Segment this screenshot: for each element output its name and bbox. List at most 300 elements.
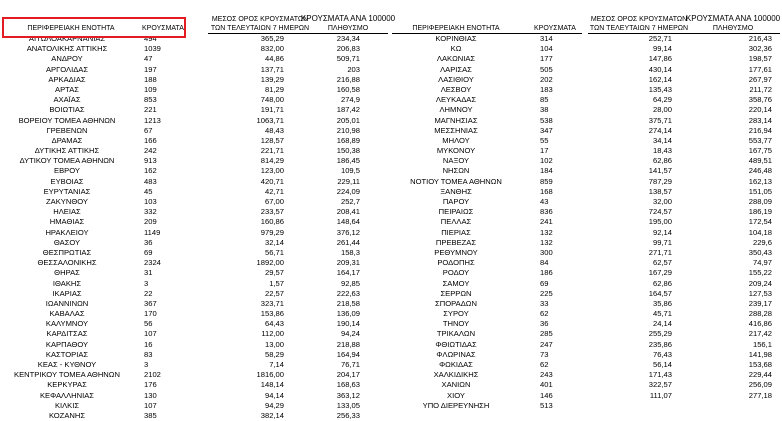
cases-value: 16 bbox=[144, 339, 153, 349]
region-name: ΑΡΚΑΔΙΑΣ bbox=[48, 74, 86, 84]
cases-value: 177 bbox=[540, 54, 553, 64]
right-table-header bbox=[392, 0, 782, 34]
cases-value: 162 bbox=[144, 166, 157, 176]
cases-value: 67 bbox=[144, 125, 153, 135]
table-row bbox=[0, 75, 390, 85]
avg-value: 787,29 bbox=[648, 176, 672, 186]
table-row bbox=[0, 268, 390, 278]
rate-value: 209,24 bbox=[748, 278, 772, 288]
table-row bbox=[392, 207, 782, 217]
region-name: ΛΑΚΩΝΙΑΣ bbox=[436, 54, 476, 64]
region-name: ΡΕΘΥΜΝΟΥ bbox=[434, 247, 478, 257]
rate-value: 350,43 bbox=[748, 247, 772, 257]
avg-value: 29,57 bbox=[264, 268, 284, 278]
rate-value: 261,44 bbox=[336, 237, 360, 247]
avg-value: 99,14 bbox=[652, 44, 672, 54]
rate-value: 234,34 bbox=[336, 34, 360, 43]
cases-value: 221 bbox=[144, 105, 157, 115]
rate-value: 205,01 bbox=[336, 115, 360, 125]
region-name: ΗΛΕΙΑΣ bbox=[53, 207, 81, 217]
rate-value: 489,51 bbox=[748, 156, 772, 166]
rate-value: 187,42 bbox=[336, 105, 360, 115]
cases-value: 69 bbox=[540, 278, 549, 288]
table-row bbox=[0, 411, 390, 421]
avg-value: 64,29 bbox=[652, 95, 672, 105]
rate-value: 109,5 bbox=[340, 166, 360, 176]
cases-value: 43 bbox=[540, 197, 549, 206]
cases-value: 859 bbox=[540, 176, 553, 186]
avg-value: 13,00 bbox=[264, 339, 284, 349]
rate-value: 229,6 bbox=[752, 237, 772, 247]
rate-value: 217,42 bbox=[748, 329, 772, 339]
region-name: ΓΡΕΒΕΝΩΝ bbox=[46, 125, 88, 135]
cases-value: 146 bbox=[540, 390, 553, 400]
rate-value: 158,3 bbox=[340, 247, 360, 257]
region-name: ΘΕΣΠΡΩΤΙΑΣ bbox=[42, 247, 92, 257]
table-row bbox=[392, 217, 782, 227]
avg-value: 44,86 bbox=[264, 54, 284, 64]
region-name: ΣΕΡΡΩΝ bbox=[440, 288, 472, 298]
rate-value: 363,12 bbox=[336, 390, 360, 400]
header-cases: ΚΡΟΥΣΜΑΤΑ bbox=[142, 25, 184, 32]
cases-value: 188 bbox=[144, 74, 157, 84]
header-rate-line2: ΠΛΗΘΥΣΜΟ bbox=[327, 25, 369, 32]
table-row bbox=[392, 54, 782, 64]
region-name: ΛΑΡΙΣΑΣ bbox=[440, 64, 472, 74]
region-name: ΧΑΛΚΙΔΙΚΗΣ bbox=[433, 370, 479, 380]
table-row bbox=[392, 360, 782, 370]
rate-value: 256,33 bbox=[336, 410, 360, 420]
avg-value: 62,57 bbox=[652, 258, 672, 268]
table-row bbox=[392, 166, 782, 176]
avg-value: 148,14 bbox=[260, 380, 284, 390]
region-name: ΜΥΚΟΝΟΥ bbox=[436, 146, 476, 156]
region-name: ΜΗΛΟΥ bbox=[442, 135, 470, 145]
cases-value: 107 bbox=[144, 329, 157, 339]
avg-value: 420,71 bbox=[260, 176, 284, 186]
header-region: ΠΕΡΙΦΕΡΕΙΑΚΗ ΕΝΟΤΗΤΑ bbox=[27, 25, 115, 32]
region-name: ΠΕΛΛΑΣ bbox=[440, 217, 472, 227]
rate-value: 162,13 bbox=[748, 176, 772, 186]
avg-value: 160,86 bbox=[260, 217, 284, 227]
cases-value: 17 bbox=[540, 146, 549, 156]
avg-value: 28,00 bbox=[652, 105, 672, 115]
table-row bbox=[0, 289, 390, 299]
region-name: ΠΡΕΒΕΖΑΣ bbox=[435, 237, 477, 247]
rate-value: 186,19 bbox=[748, 207, 772, 217]
region-name: ΖΑΚΥΝΘΟΥ bbox=[46, 197, 88, 206]
region-name: ΚΕΦΑΛΛΗΝΙΑΣ bbox=[39, 390, 95, 400]
avg-value: 195,00 bbox=[648, 217, 672, 227]
rate-value: 218,58 bbox=[336, 298, 360, 308]
table-row bbox=[0, 248, 390, 258]
region-name: ΦΛΩΡΙΝΑΣ bbox=[436, 349, 476, 359]
table-row bbox=[392, 268, 782, 278]
table-row bbox=[0, 95, 390, 105]
table-row bbox=[392, 279, 782, 289]
avg-value: 128,57 bbox=[260, 135, 284, 145]
header-cases: ΚΡΟΥΣΜΑΤΑ bbox=[534, 25, 576, 32]
avg-value: 814,29 bbox=[260, 156, 284, 166]
cases-value: 1039 bbox=[144, 44, 161, 54]
region-name: ΦΘΙΩΤΙΔΑΣ bbox=[435, 339, 477, 349]
region-name: ΕΒΡΟΥ bbox=[54, 166, 80, 176]
region-name: ΒΟΙΩΤΙΑΣ bbox=[49, 105, 85, 115]
rate-value: 76,71 bbox=[340, 360, 360, 369]
rate-value: 246,48 bbox=[748, 166, 772, 176]
rate-value: 553,77 bbox=[748, 135, 772, 145]
cases-value: 183 bbox=[540, 84, 553, 94]
rate-value: 210,98 bbox=[336, 125, 360, 135]
region-name: ΑΝΔΡΟΥ bbox=[51, 54, 83, 64]
header-avg-line2: ΤΩΝ ΤΕΛΕΥΤΑΙΩΝ 7 ΗΜΕΡΩΝ bbox=[589, 25, 689, 32]
cases-value: 242 bbox=[144, 146, 157, 156]
header-rate-line2: ΠΛΗΘΥΣΜΟ bbox=[712, 25, 754, 32]
region-name: ΞΑΝΘΗΣ bbox=[440, 186, 472, 196]
rate-value: 208,41 bbox=[336, 207, 360, 217]
rate-value: 104,18 bbox=[748, 227, 772, 237]
cases-value: 36 bbox=[144, 237, 153, 247]
avg-value: 92,14 bbox=[652, 227, 672, 237]
header-rate-line1: ΚΡΟΥΣΜΑΤΑ ΑΝΑ 100000 bbox=[685, 14, 781, 23]
rate-value: 156,1 bbox=[752, 339, 772, 349]
avg-value: 32,00 bbox=[652, 197, 672, 206]
region-name: ΔΥΤΙΚΗΣ ΑΤΤΙΚΗΣ bbox=[34, 146, 100, 156]
cases-value: 83 bbox=[144, 349, 153, 359]
region-name: ΤΡΙΚΑΛΩΝ bbox=[436, 329, 476, 339]
rate-value: 224,09 bbox=[336, 186, 360, 196]
rate-value: 216,88 bbox=[336, 74, 360, 84]
rate-value: 206,83 bbox=[336, 44, 360, 54]
avg-value: 56,71 bbox=[264, 247, 284, 257]
table-row bbox=[0, 380, 390, 390]
cases-value: 2102 bbox=[144, 370, 161, 380]
rate-value: 92,85 bbox=[340, 278, 360, 288]
table-row bbox=[392, 319, 782, 329]
cases-value: 62 bbox=[540, 309, 549, 319]
avg-value: 979,29 bbox=[260, 227, 284, 237]
avg-value: 24,14 bbox=[652, 319, 672, 329]
cases-value: 853 bbox=[144, 95, 157, 105]
table-row bbox=[0, 309, 390, 319]
table-row bbox=[392, 105, 782, 115]
table-row bbox=[392, 65, 782, 75]
region-name: ΑΡΤΑΣ bbox=[55, 84, 79, 94]
region-name: ΙΩΑΝΝΙΝΩΝ bbox=[45, 298, 89, 308]
cases-value: 170 bbox=[144, 309, 157, 319]
avg-value: 81,29 bbox=[264, 84, 284, 94]
table-row bbox=[392, 187, 782, 197]
table-row bbox=[0, 319, 390, 329]
table-row bbox=[0, 340, 390, 350]
avg-value: 164,57 bbox=[648, 288, 672, 298]
rate-value: 288,28 bbox=[748, 309, 772, 319]
region-name: ΚΕΑΣ - ΚΥΘΝΟΥ bbox=[37, 360, 97, 369]
avg-value: 135,43 bbox=[648, 84, 672, 94]
header-avg-line1: ΜΕΣΟΣ ΟΡΟΣ ΚΡΟΥΣΜΑΤΩΝ bbox=[590, 16, 688, 23]
table-row bbox=[0, 116, 390, 126]
region-name: ΗΜΑΘΙΑΣ bbox=[49, 217, 85, 227]
table-row bbox=[0, 44, 390, 54]
region-name: ΚΑΛΥΜΝΟΥ bbox=[45, 319, 89, 329]
avg-value: 139,29 bbox=[260, 74, 284, 84]
avg-value: 271,71 bbox=[648, 247, 672, 257]
table-row bbox=[392, 238, 782, 248]
avg-value: 233,57 bbox=[260, 207, 284, 217]
region-name: ΠΑΡΟΥ bbox=[442, 197, 470, 206]
avg-value: 18,43 bbox=[652, 146, 672, 156]
cases-value: 3 bbox=[144, 360, 149, 369]
cases-value: 347 bbox=[540, 125, 553, 135]
cases-value: 109 bbox=[144, 84, 157, 94]
rate-value: 151,05 bbox=[748, 186, 772, 196]
cases-value: 85 bbox=[540, 95, 549, 105]
table-row bbox=[0, 279, 390, 289]
avg-value: 94,29 bbox=[264, 400, 284, 410]
region-name: ΚΟΡΙΝΘΙΑΣ bbox=[435, 34, 477, 43]
region-name: ΣΥΡΟΥ bbox=[443, 309, 469, 319]
table-row bbox=[392, 34, 782, 44]
cases-value: 168 bbox=[540, 186, 553, 196]
region-name: ΛΕΥΚΑΔΑΣ bbox=[435, 95, 477, 105]
table-row bbox=[392, 75, 782, 85]
avg-value: 382,14 bbox=[260, 410, 284, 420]
cases-value: 202 bbox=[540, 74, 553, 84]
region-name: ΘΕΣΣΑΛΟΝΙΚΗΣ bbox=[37, 258, 97, 268]
region-name: ΚΟΖΑΝΗΣ bbox=[48, 410, 86, 420]
cases-value: 176 bbox=[144, 380, 157, 390]
cases-value: 107 bbox=[144, 400, 157, 410]
table-row bbox=[0, 126, 390, 136]
table-row bbox=[392, 340, 782, 350]
table-row bbox=[392, 248, 782, 258]
region-name: ΑΡΓΟΛΙΔΑΣ bbox=[45, 64, 89, 74]
highlight-box bbox=[2, 17, 186, 38]
table-row bbox=[0, 238, 390, 248]
cases-value: 104 bbox=[540, 44, 553, 54]
table-row bbox=[392, 350, 782, 360]
avg-value: 153,86 bbox=[260, 309, 284, 319]
cases-value: 314 bbox=[540, 34, 553, 43]
avg-value: 32,14 bbox=[264, 237, 284, 247]
avg-value: 99,71 bbox=[652, 237, 672, 247]
cases-value: 483 bbox=[144, 176, 157, 186]
avg-value: 67,00 bbox=[264, 197, 284, 206]
region-name: ΣΠΟΡΑΔΩΝ bbox=[435, 298, 477, 308]
cases-value: 186 bbox=[540, 268, 553, 278]
avg-value: 748,00 bbox=[260, 95, 284, 105]
header-avg-line2: ΤΩΝ ΤΕΛΕΥΤΑΙΩΝ 7 ΗΜΕΡΩΝ bbox=[210, 25, 310, 32]
rate-value: 288,09 bbox=[748, 197, 772, 206]
table-row bbox=[392, 299, 782, 309]
table-row bbox=[0, 350, 390, 360]
table-row bbox=[392, 156, 782, 166]
rate-value: 150,38 bbox=[336, 146, 360, 156]
avg-value: 147,86 bbox=[648, 54, 672, 64]
rate-value: 198,57 bbox=[748, 54, 772, 64]
rate-value: 177,61 bbox=[748, 64, 772, 74]
rate-value: 252,7 bbox=[340, 197, 360, 206]
avg-value: 191,71 bbox=[260, 105, 284, 115]
rate-value: 283,14 bbox=[748, 115, 772, 125]
cases-value: 300 bbox=[540, 247, 553, 257]
cases-value: 913 bbox=[144, 156, 157, 166]
table-row bbox=[392, 370, 782, 380]
avg-value: 252,71 bbox=[648, 34, 672, 43]
avg-value: 171,43 bbox=[648, 370, 672, 380]
table-row bbox=[0, 85, 390, 95]
avg-value: 430,14 bbox=[648, 64, 672, 74]
table-row bbox=[0, 228, 390, 238]
cases-value: 1149 bbox=[144, 227, 161, 237]
right-table-rows bbox=[392, 34, 782, 411]
header-avg-line1: ΜΕΣΟΣ ΟΡΟΣ ΚΡΟΥΣΜΑΤΩΝ bbox=[211, 16, 309, 23]
table-row bbox=[0, 370, 390, 380]
avg-value: 235,86 bbox=[648, 339, 672, 349]
table-row bbox=[392, 401, 782, 411]
rate-value: 239,17 bbox=[748, 298, 772, 308]
cases-value: 3 bbox=[144, 278, 149, 288]
avg-value: 832,00 bbox=[260, 44, 284, 54]
avg-value: 1892,00 bbox=[256, 258, 284, 268]
cases-value: 31 bbox=[144, 268, 153, 278]
rate-value: 302,36 bbox=[748, 44, 772, 54]
region-name: ΛΕΣΒΟΥ bbox=[440, 84, 472, 94]
rate-value: 148,64 bbox=[336, 217, 360, 227]
avg-value: 1,57 bbox=[269, 278, 284, 288]
cases-value: 836 bbox=[540, 207, 553, 217]
rate-value: 416,86 bbox=[748, 319, 772, 329]
rate-value: 216,43 bbox=[748, 34, 772, 43]
table-row bbox=[0, 187, 390, 197]
avg-value: 375,71 bbox=[648, 115, 672, 125]
region-name: ΕΥΒΟΙΑΣ bbox=[50, 176, 84, 186]
cases-value: 102 bbox=[540, 156, 553, 166]
region-name: ΚΩ bbox=[450, 44, 462, 54]
table-row bbox=[0, 105, 390, 115]
avg-value: 22,57 bbox=[264, 288, 284, 298]
avg-value: 7,14 bbox=[269, 360, 284, 369]
cases-value: 33 bbox=[540, 298, 549, 308]
rate-value: 153,68 bbox=[748, 360, 772, 369]
region-name: ΔΥΤΙΚΟΥ ΤΟΜΕΑ ΑΘΗΝΩΝ bbox=[19, 156, 115, 166]
rate-value: 167,75 bbox=[748, 146, 772, 156]
cases-value: 47 bbox=[144, 54, 153, 64]
table-row bbox=[392, 197, 782, 207]
avg-value: 1816,00 bbox=[256, 370, 284, 380]
avg-value: 137,71 bbox=[260, 64, 284, 74]
region-name: ΚΑΡΔΙΤΣΑΣ bbox=[46, 329, 88, 339]
region-name: ΚΑΣΤΟΡΙΑΣ bbox=[45, 349, 89, 359]
avg-value: 141,57 bbox=[648, 166, 672, 176]
avg-value: 255,29 bbox=[648, 329, 672, 339]
table-row bbox=[0, 65, 390, 75]
rate-value: 164,17 bbox=[336, 268, 360, 278]
region-name: ΜΕΣΣΗΝΙΑΣ bbox=[434, 125, 478, 135]
table-row bbox=[392, 380, 782, 390]
cases-value: 2324 bbox=[144, 258, 161, 268]
rate-value: 160,58 bbox=[336, 84, 360, 94]
rate-value: 376,12 bbox=[336, 227, 360, 237]
rate-value: 358,76 bbox=[748, 95, 772, 105]
region-name: ΚΕΡΚΥΡΑΣ bbox=[47, 380, 87, 390]
avg-value: 322,57 bbox=[648, 380, 672, 390]
rate-value: 509,71 bbox=[336, 54, 360, 64]
avg-value: 34,14 bbox=[652, 135, 672, 145]
region-name: ΚΙΛΚΙΣ bbox=[54, 400, 80, 410]
avg-value: 111,07 bbox=[649, 390, 672, 400]
region-name: ΛΗΜΝΟΥ bbox=[439, 105, 473, 115]
region-name: ΧΙΟΥ bbox=[447, 390, 465, 400]
cases-value: 132 bbox=[540, 227, 553, 237]
table-row bbox=[0, 207, 390, 217]
region-name: ΑΧΑΪΑΣ bbox=[53, 95, 81, 105]
table-row bbox=[0, 177, 390, 187]
avg-value: 58,29 bbox=[264, 349, 284, 359]
region-name: ΔΡΑΜΑΣ bbox=[51, 135, 83, 145]
table-row bbox=[392, 126, 782, 136]
rate-value: 256,09 bbox=[748, 380, 772, 390]
rate-value: 74,97 bbox=[752, 258, 772, 268]
avg-value: 62,86 bbox=[652, 278, 672, 288]
table-row bbox=[392, 329, 782, 339]
table-row bbox=[392, 258, 782, 268]
cases-value: 45 bbox=[144, 186, 153, 196]
rate-value: 267,97 bbox=[748, 74, 772, 84]
region-name: ΜΑΓΝΗΣΙΑΣ bbox=[434, 115, 478, 125]
avg-value: 365,29 bbox=[260, 34, 284, 43]
table-row bbox=[0, 329, 390, 339]
cases-value: 132 bbox=[540, 237, 553, 247]
left-table-rows bbox=[0, 34, 390, 421]
region-name: ΑΙΤΩΛΟΑΚΑΡΝΑΝΙΑΣ bbox=[28, 34, 106, 43]
avg-value: 56,14 bbox=[652, 360, 672, 369]
rate-value: 211,72 bbox=[749, 84, 772, 94]
avg-value: 274,14 bbox=[648, 125, 672, 135]
cases-value: 505 bbox=[540, 64, 553, 74]
region-name: ΚΑΡΠΑΘΟΥ bbox=[45, 339, 89, 349]
table-row bbox=[0, 156, 390, 166]
cases-value: 56 bbox=[144, 319, 153, 329]
table-row bbox=[392, 85, 782, 95]
table-row bbox=[392, 177, 782, 187]
cases-value: 209 bbox=[144, 217, 157, 227]
cases-value: 1213 bbox=[144, 115, 161, 125]
rate-value: 222,63 bbox=[336, 288, 360, 298]
region-name: ΠΙΕΡΙΑΣ bbox=[441, 227, 471, 237]
cases-value: 22 bbox=[144, 288, 153, 298]
region-name: ΝΗΣΩΝ bbox=[442, 166, 470, 176]
cases-value: 103 bbox=[144, 197, 157, 206]
rate-value: 136,09 bbox=[336, 309, 360, 319]
table-row bbox=[0, 54, 390, 64]
region-name: ΦΩΚΙΔΑΣ bbox=[439, 360, 473, 369]
table-row bbox=[392, 116, 782, 126]
region-name: ΙΘΑΚΗΣ bbox=[52, 278, 82, 288]
table-row bbox=[0, 136, 390, 146]
region-name: ΤΗΝΟΥ bbox=[442, 319, 470, 329]
rate-value: 229,44 bbox=[748, 370, 772, 380]
cases-value: 130 bbox=[144, 390, 157, 400]
region-name: ΣΑΜΟΥ bbox=[442, 278, 470, 288]
avg-value: 112,00 bbox=[261, 329, 284, 339]
rate-value: 168,63 bbox=[336, 380, 360, 390]
cases-value: 494 bbox=[144, 34, 157, 43]
rate-value: 203 bbox=[347, 64, 360, 74]
rate-value: 216,94 bbox=[748, 125, 772, 135]
cases-value: 243 bbox=[540, 370, 553, 380]
rate-value: 204,17 bbox=[336, 370, 360, 380]
